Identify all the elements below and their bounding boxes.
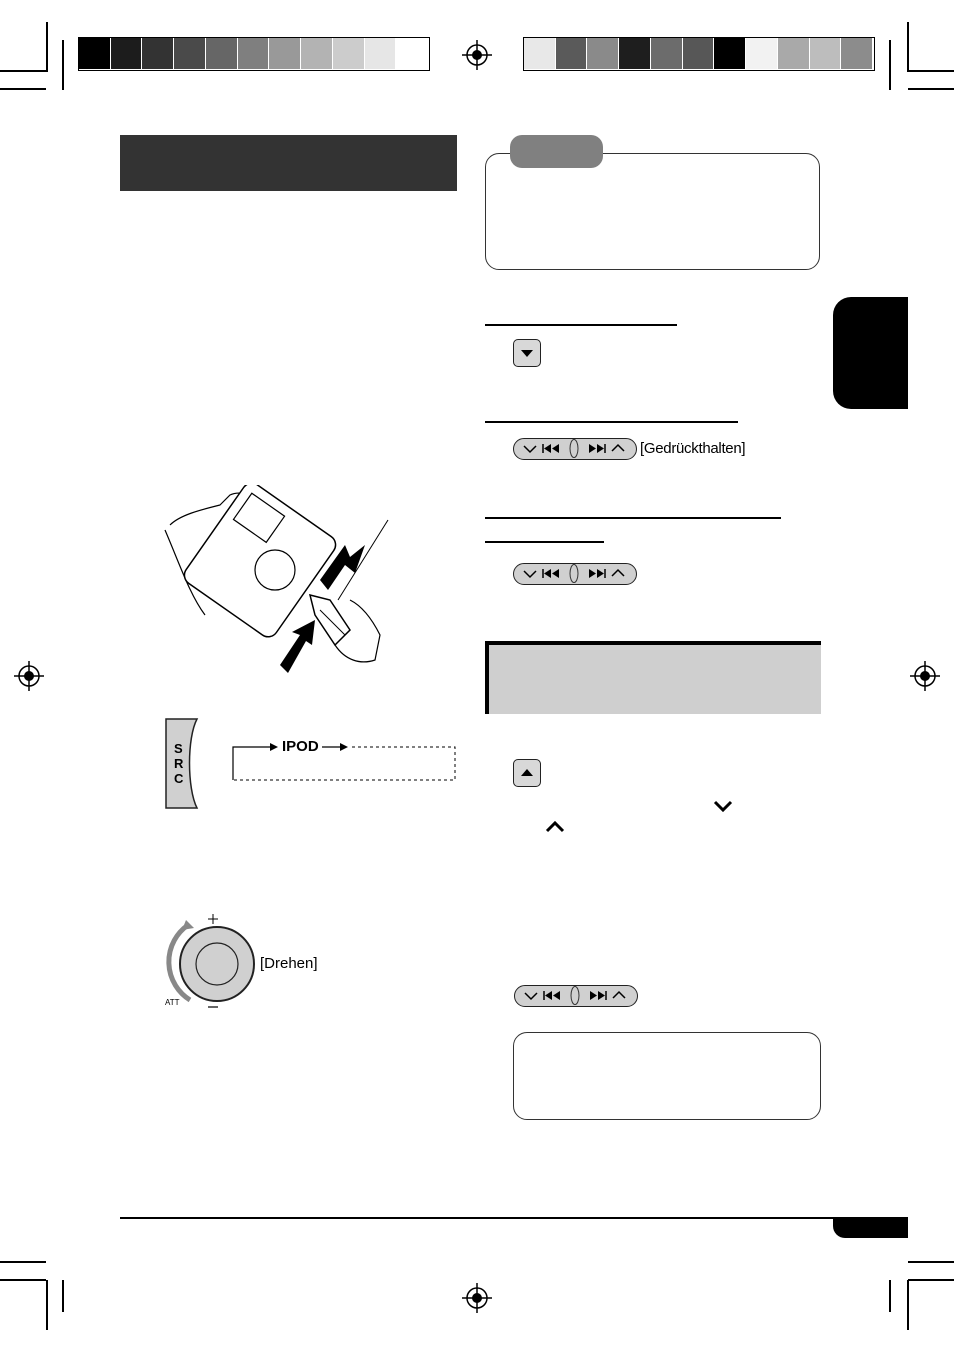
volume-dial-icon[interactable] — [160, 910, 260, 1010]
crop-mark — [46, 1280, 48, 1330]
calibration-swatch — [556, 38, 587, 69]
calibration-strip-right — [523, 37, 875, 71]
power-att-label: ATT — [165, 998, 180, 1007]
footer-rule — [120, 1217, 908, 1219]
crop-mark — [908, 1279, 954, 1281]
triangle-down-icon — [521, 350, 533, 357]
calibration-swatch — [714, 38, 745, 69]
calibration-swatch — [587, 38, 618, 69]
registration-crosshair-icon — [910, 661, 940, 691]
calibration-swatch — [841, 38, 872, 69]
calibration-swatch — [301, 38, 332, 69]
registration-crosshair-icon — [14, 661, 44, 691]
calibration-swatch — [683, 38, 714, 69]
calibration-swatch — [79, 38, 110, 69]
calibration-swatch — [142, 38, 173, 69]
section-panel — [485, 641, 821, 714]
calibration-swatch — [651, 38, 682, 69]
info-tab — [510, 135, 603, 168]
source-flow-diagram — [230, 738, 458, 782]
prev-next-skip-icon — [514, 564, 635, 583]
press-hold-label: [Gedrückthalten] — [640, 440, 746, 457]
skip-buttons[interactable] — [513, 438, 637, 460]
heading-rule — [485, 517, 781, 519]
calibration-swatch — [111, 38, 142, 69]
ipod-connect-illustration — [160, 485, 390, 680]
crop-mark — [907, 22, 909, 72]
calibration-swatch — [778, 38, 809, 69]
ipod-source-label: IPOD — [282, 738, 319, 755]
crop-mark — [0, 70, 46, 72]
calibration-swatch — [524, 38, 555, 69]
crop-mark — [907, 1280, 909, 1330]
calibration-swatch — [269, 38, 300, 69]
heading-rule — [485, 421, 738, 423]
crop-mark — [62, 1280, 64, 1312]
src-letter-c: C — [174, 771, 184, 786]
calibration-swatch — [746, 38, 777, 69]
info-box — [485, 153, 820, 270]
chevron-down-icon — [713, 800, 733, 812]
crop-mark — [0, 1279, 46, 1281]
calibration-swatch — [396, 38, 427, 69]
calibration-swatch — [365, 38, 396, 69]
crop-mark — [908, 1261, 954, 1263]
heading-rule — [485, 324, 677, 326]
calibration-swatch — [238, 38, 269, 69]
page-number-tab — [833, 1218, 908, 1238]
section-title-bar — [120, 135, 457, 191]
crop-mark — [889, 1280, 891, 1312]
registration-crosshair-icon — [462, 40, 492, 70]
calibration-swatch — [206, 38, 237, 69]
up-button[interactable] — [513, 759, 541, 787]
triangle-up-icon — [521, 769, 533, 776]
calibration-swatch — [619, 38, 650, 69]
calibration-swatch — [333, 38, 364, 69]
calibration-strip-left — [78, 37, 430, 71]
crop-mark — [0, 1261, 46, 1263]
crop-mark — [0, 88, 46, 90]
crop-mark — [62, 40, 64, 90]
crop-mark — [908, 88, 954, 90]
calibration-swatch — [810, 38, 841, 69]
chevron-up-icon — [545, 821, 565, 833]
crop-mark — [889, 40, 891, 90]
skip-buttons[interactable] — [514, 985, 638, 1007]
language-side-tab — [833, 297, 908, 409]
down-button[interactable] — [513, 339, 541, 367]
crop-mark — [908, 70, 954, 72]
prev-next-skip-icon — [514, 439, 635, 458]
src-letter-r: R — [174, 756, 184, 771]
calibration-swatch — [174, 38, 205, 69]
crop-mark — [46, 22, 48, 72]
registration-crosshair-icon — [462, 1283, 492, 1313]
prev-next-skip-icon — [515, 986, 636, 1005]
turn-label: [Drehen] — [260, 955, 318, 972]
info-box-bottom — [513, 1032, 821, 1120]
heading-rule — [485, 541, 604, 543]
skip-buttons[interactable] — [513, 563, 637, 585]
src-letter-s: S — [174, 741, 183, 756]
